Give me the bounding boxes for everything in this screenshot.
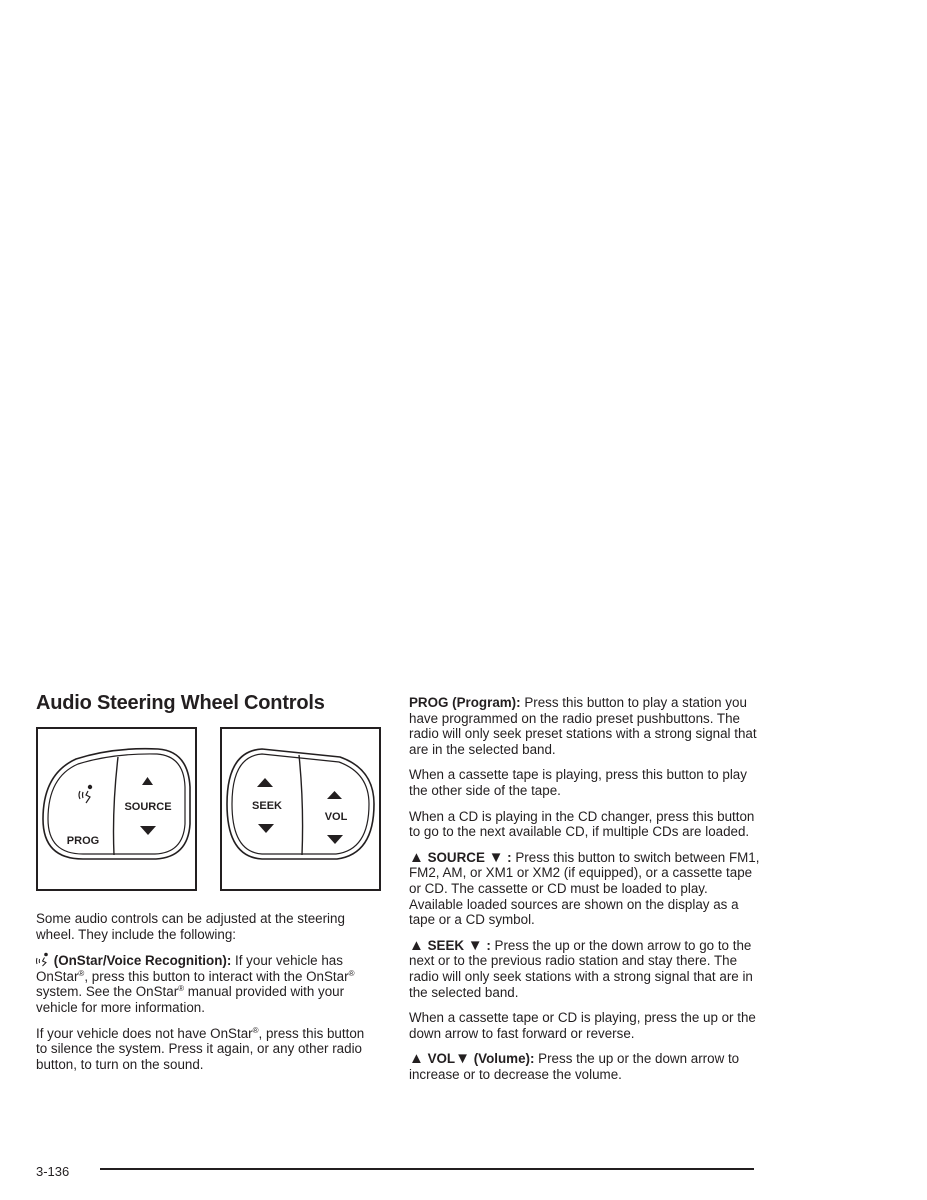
seek-text: Press the up or the down arrow to go to the next or to the previous radio station and stay there. The radio will only seek stations with a strong signal that are in the selected band. xyxy=(409,937,753,1000)
onstar-voice-icon xyxy=(79,785,92,803)
source-label: SOURCE xyxy=(124,801,172,813)
up-arrow-icon: ▲ xyxy=(409,1050,424,1068)
right-text-column xyxy=(409,695,761,1092)
vol-label: VOL xyxy=(324,811,348,823)
source-down-arrow-icon xyxy=(140,826,156,835)
left-control-illustration xyxy=(38,729,195,889)
source-paragraph xyxy=(409,850,761,928)
no-onstar-text: If your vehicle does not have OnStar xyxy=(36,1025,253,1041)
vol-term: VOL xyxy=(423,1051,456,1067)
no-onstar-text: , press this button to silence the system. Press it again, or any other radio button, to turn on the sound. xyxy=(36,1025,365,1072)
seek-cassette-paragraph: When a cassette tape or CD is playing, press the up or the down arrow to fast forward or reverse. xyxy=(409,1010,756,1041)
prog-paragraph xyxy=(409,695,761,757)
up-arrow-icon: ▲ xyxy=(409,936,424,954)
page-number: 3-136 xyxy=(36,1164,70,1179)
seek-label: SEEK xyxy=(252,800,282,812)
seek-paragraph xyxy=(409,938,761,1000)
left-text-column xyxy=(36,911,372,1082)
down-arrow-icon: ▼ xyxy=(488,848,504,866)
prog-text: Press this button to play a station you have programmed on the radio preset pushbuttons. The radio will only seek preset stations with a strong signal that are in the selected band. xyxy=(409,695,757,757)
vol-down-arrow-icon xyxy=(327,835,343,844)
onstar-text: system. See the OnStar xyxy=(36,984,179,1000)
source-up-arrow-icon xyxy=(142,777,153,785)
registered-mark: ® xyxy=(252,1025,259,1035)
onstar-text: manual provided with your vehicle for more information. xyxy=(36,984,345,1015)
source-term: SOURCE xyxy=(423,849,489,865)
source-text: Press this button to switch between FM1, FM2, AM, or XM1 or XM2 (if equipped), or a cassette tape or CD. The cassette or CD must be loaded to play. Available loaded sources are shown on the display as a tape or a CD symbol. xyxy=(409,849,760,928)
onstar-text: If your vehicle has OnStar xyxy=(36,953,343,984)
right-control-illustration xyxy=(222,729,379,889)
vol-up-arrow-icon xyxy=(327,791,342,799)
registered-mark: ® xyxy=(78,968,85,978)
onstar-term: (OnStar/Voice Recognition): xyxy=(53,953,232,969)
registered-mark: ® xyxy=(348,968,355,978)
prog-cd-paragraph: When a CD is playing in the CD changer, press this button to go to the next available CD, if multiple CDs are loaded. xyxy=(409,808,755,840)
seek-term: SEEK xyxy=(423,937,468,953)
steering-control-right-figure xyxy=(220,727,381,891)
vol-term-suffix: (Volume): xyxy=(469,1051,535,1067)
prog-label: PROG xyxy=(66,835,100,847)
steering-control-left-figure xyxy=(36,727,197,891)
seek-up-arrow-icon xyxy=(257,778,273,787)
onstar-paragraph xyxy=(36,952,372,1015)
down-arrow-icon: ▼ xyxy=(455,1050,470,1068)
colon: : xyxy=(482,937,491,953)
colon: : xyxy=(503,849,512,865)
vol-text: Press the up or the down arrow to increase or to decrease the volume. xyxy=(409,1051,740,1082)
up-arrow-icon: ▲ xyxy=(409,848,424,866)
intro-paragraph: Some audio controls can be adjusted at the steering wheel. They include the following: xyxy=(36,911,345,942)
section-heading: Audio Steering Wheel Controls xyxy=(36,692,325,714)
vol-paragraph xyxy=(409,1051,761,1082)
onstar-voice-icon xyxy=(36,952,50,967)
prog-term: PROG (Program): xyxy=(409,695,521,710)
seek-down-arrow-icon xyxy=(258,824,274,833)
prog-cassette-paragraph: When a cassette tape is playing, press this button to play the other side of the tape. xyxy=(409,767,747,798)
down-arrow-icon: ▼ xyxy=(467,936,483,954)
onstar-text: , press this button to interact with the OnStar xyxy=(84,968,349,984)
footer-rule xyxy=(100,1168,754,1170)
registered-mark: ® xyxy=(178,984,185,994)
no-onstar-paragraph xyxy=(36,1026,372,1073)
